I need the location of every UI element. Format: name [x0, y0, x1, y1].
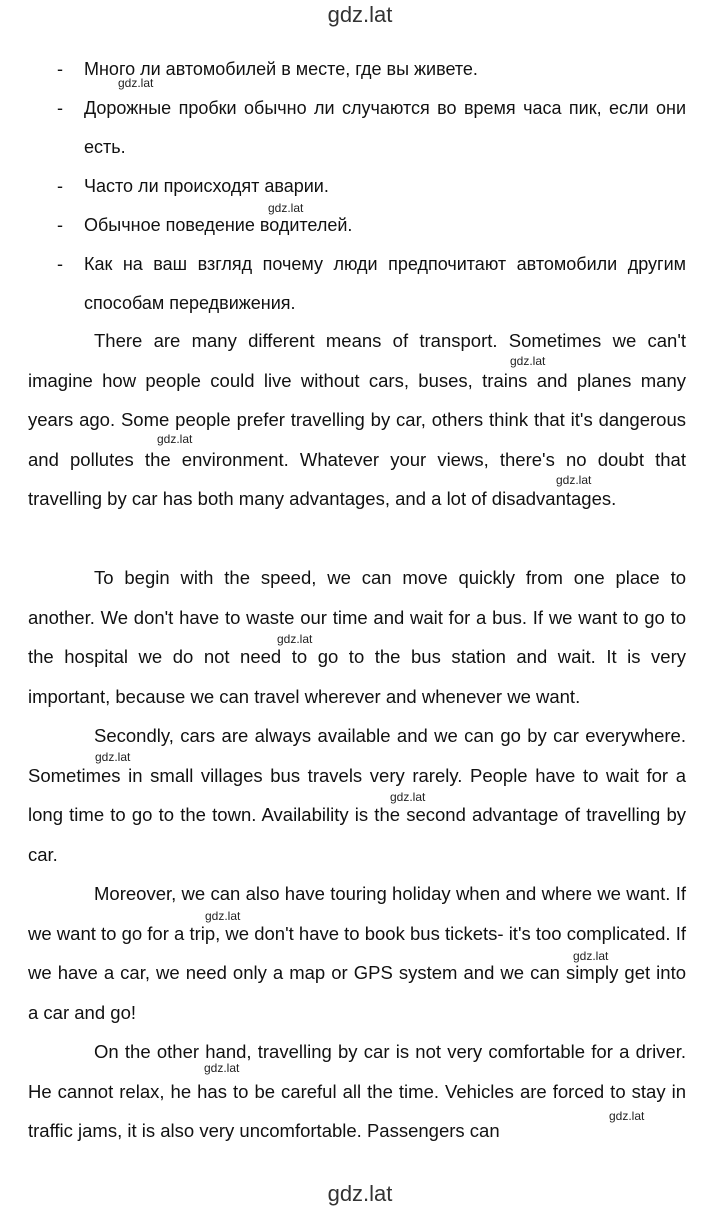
list-item-text: Обычное поведение водителей. [84, 215, 353, 235]
watermark-inline: gdz.lat [157, 432, 193, 446]
list-marker: - [57, 176, 63, 196]
watermark-inline: gdz.lat [95, 750, 131, 764]
list-item-text: Часто ли происходят аварии. [84, 176, 329, 196]
list-item [0, 89, 720, 167]
list-item-text: Как на ваш взгляд почему люди предпочитают автомобили другим способам передвижения. [84, 254, 686, 313]
essay-paragraph-3: Secondly, cars are always available and we can go by car everywhere. Sometimes in small villages bus travels very rarely. People have to wait for a long time to go to the town. Availability is the second advantage of travelling by car. [28, 725, 686, 865]
list-marker: - [57, 59, 63, 79]
list-item [0, 206, 720, 245]
list-item-text: Дорожные пробки обычно ли случаются во время часа пик, если они есть. [84, 98, 686, 157]
list-marker: - [57, 98, 63, 118]
watermark-inline: gdz.lat [268, 201, 304, 215]
list-marker: - [57, 254, 63, 274]
question-list [0, 50, 720, 323]
watermark-header: gdz.lat [327, 2, 393, 27]
watermark-inline: gdz.lat [118, 76, 154, 90]
list-item [0, 167, 720, 206]
watermark-inline: gdz.lat [204, 1061, 240, 1075]
watermark-inline: gdz.lat [277, 632, 313, 646]
watermark-inline: gdz.lat [573, 949, 609, 963]
list-item-text: Много ли автомобилей в месте, где вы живете. [84, 59, 478, 79]
essay-paragraph-1: There are many different means of transport. Sometimes we can't imagine how people could live without cars, buses, trains and planes many years ago. Some people prefer travelling by car, others think that it's dangerous and pollutes the environment. Whatever your views, there's no doubt that travelling by car has both many advantages, and a lot of disadvantages. [28, 330, 686, 509]
list-marker: - [57, 215, 63, 235]
watermark-inline: gdz.lat [390, 790, 426, 804]
essay-paragraph-2: To begin with the speed, we can move quickly from one place to another. We don't have to waste our time and wait for a bus. If we want to go to the hospital we do not need to go to the bus station and wait. It is very important, because we can travel wherever and whenever we want. [28, 567, 686, 707]
list-item [0, 50, 720, 89]
watermark-footer: gdz.lat [327, 1181, 393, 1206]
essay-paragraph-4: Moreover, we can also have touring holiday when and where we want. If we want to go for a trip, we don't have to book bus tickets- it's too complicated. If we have a car, we need only a map or GPS system and we can simply get into a car and go! [28, 883, 686, 1023]
watermark-inline: gdz.lat [556, 473, 592, 487]
watermark-inline: gdz.lat [510, 354, 546, 368]
watermark-inline: gdz.lat [205, 909, 241, 923]
list-item [0, 245, 720, 323]
essay-paragraph-5: On the other hand, travelling by car is not very comfortable for a driver. He cannot relax, he has to be careful all the time. Vehicles are forced to stay in traffic jams, it is also very uncomfortable. Passengers can [28, 1041, 686, 1141]
watermark-inline: gdz.lat [609, 1109, 645, 1123]
